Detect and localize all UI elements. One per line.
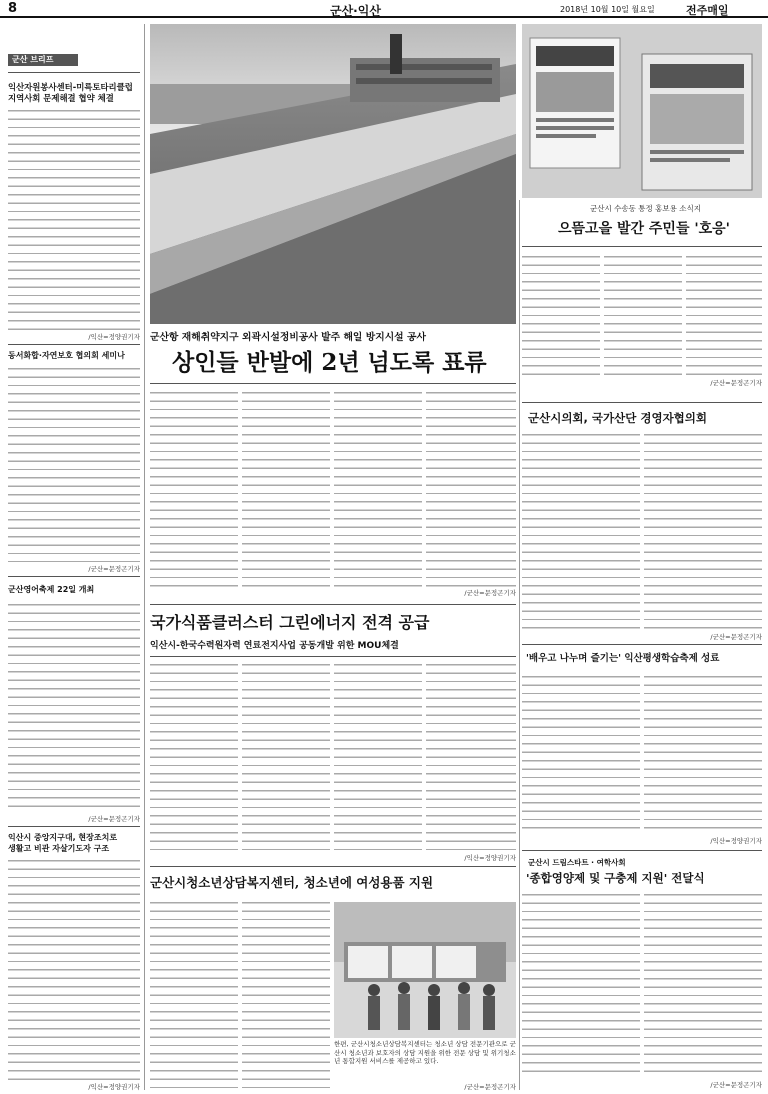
issue-date: 2018년 10월 10일 월요일 (560, 5, 655, 14)
youth-photo-image (334, 902, 516, 1038)
divider (522, 850, 762, 851)
top-story-headline: 상인들 반발에 2년 넘도록 표류 (172, 349, 487, 376)
left-article-2-title: 동서화합·자연보호 협의회 세미나 (8, 351, 125, 360)
dream-body-2 (644, 892, 762, 1078)
youth-photo (334, 902, 516, 1038)
youth-photo-caption: 한편, 군산시청소년상담복지센터는 청소년 상담 전문기관으로 군산시 청소년과 보호자의 상담 지원을 위한 전문 상담 및 위기청소년 통합지원 서비스를 제공하고 있다. (334, 1040, 516, 1065)
festival-byline: /익산=정양권기자 (710, 837, 762, 845)
column-divider (519, 200, 520, 1090)
council-byline: /군산=문정곤기자 (710, 633, 762, 641)
divider (522, 644, 762, 645)
left-article-1-byline: /익산=정양권기자 (88, 333, 140, 341)
divider (8, 344, 140, 345)
youth-headline: 군산시청소년상담복지센터, 청소년에 여성용품 지원 (150, 875, 434, 890)
left-article-2-body (8, 366, 140, 562)
top-story-body-1 (150, 390, 238, 588)
newsletter-body-3 (686, 254, 762, 376)
left-article-4-title: 익산시 중앙지구대, 현장조치로 생활고 비관 자살기도자 구조 (8, 833, 118, 853)
youth-body-2 (242, 900, 330, 1088)
divider (150, 866, 516, 867)
food-cluster-headline: 국가식품클러스터 그린에너지 전격 공급 (150, 613, 430, 632)
left-article-4-byline: /익산=정양권기자 (88, 1083, 140, 1091)
festival-headline: '배우고 나누며 즐기는' 익산평생학습축제 성료 (526, 653, 720, 664)
left-article-3-title: 군산영어축제 22일 개최 (8, 585, 95, 594)
newsletter-headline: 으뜸고을 발간 주민들 '호응' (558, 221, 730, 237)
council-body-1 (522, 432, 640, 630)
newsletter-body-1 (522, 254, 600, 376)
newsletter-photo (522, 24, 762, 198)
divider (522, 246, 762, 247)
food-cluster-body-2 (242, 662, 330, 852)
food-cluster-body-4 (426, 662, 516, 852)
dream-kicker: 군산시 드림스타트 · 여학사회 (528, 858, 626, 867)
festival-body-2 (644, 674, 762, 834)
top-story-body-2 (242, 390, 330, 588)
divider (8, 576, 140, 577)
left-article-1-title: 익산자원봉사센터-미륵토타리클럽 지역사회 문제해결 협약 체결 (8, 82, 133, 103)
dream-byline: /군산=문정곤기자 (710, 1081, 762, 1089)
newsletter-photo-caption: 군산시 수송동 통정 홍보용 소식지 (590, 204, 701, 213)
left-article-3-body (8, 602, 140, 812)
newsletter-body-2 (604, 254, 682, 376)
youth-body-1 (150, 900, 238, 1088)
dream-headline: '종합영양제 및 구충제 지원' 전달식 (526, 871, 705, 885)
divider (150, 383, 516, 384)
top-story-body-3 (334, 390, 422, 588)
festival-body-1 (522, 674, 640, 834)
divider (8, 826, 140, 827)
top-story-body-4 (426, 390, 516, 588)
food-cluster-body-1 (150, 662, 238, 852)
divider (522, 402, 762, 403)
brief-label (8, 54, 78, 66)
left-article-2-byline: /군산=문정곤기자 (88, 565, 140, 573)
brief-label-text: 군산 브리프 (12, 55, 54, 64)
left-article-4-body (8, 858, 140, 1080)
top-story-byline: /군산=문정곤기자 (464, 589, 516, 597)
breakwater-photo-image (150, 24, 516, 324)
page-number: 8 (8, 1, 18, 16)
brief-rule (8, 72, 140, 73)
council-headline: 군산시의회, 국가산단 경영자협의회 (528, 411, 708, 425)
newsletter-photo-image (522, 24, 762, 198)
page-header (0, 0, 768, 18)
newsletter-byline: /군산=문정곤기자 (710, 379, 762, 387)
newspaper-name: 전주매일 (686, 4, 729, 17)
food-cluster-body-3 (334, 662, 422, 852)
left-article-3-byline: /군산=문정곤기자 (88, 815, 140, 823)
breakwater-photo (150, 24, 516, 324)
council-body-2 (644, 432, 762, 630)
dream-body-1 (522, 892, 640, 1078)
divider (150, 656, 516, 657)
top-story-kicker: 군산항 재해취약지구 외곽시설정비공사 발주 해일 방지시설 공사 (150, 332, 426, 343)
column-divider (144, 24, 145, 1090)
section-title: 군산·익산 (330, 4, 381, 18)
food-cluster-byline: /익산=정양권기자 (464, 854, 516, 862)
youth-byline: /군산=문정곤기자 (464, 1083, 516, 1091)
divider (150, 604, 516, 605)
left-article-1-body (8, 108, 140, 330)
food-cluster-kicker: 익산시-한국수력원자력 연료전지사업 공동개발 위한 MOU체결 (150, 641, 399, 651)
